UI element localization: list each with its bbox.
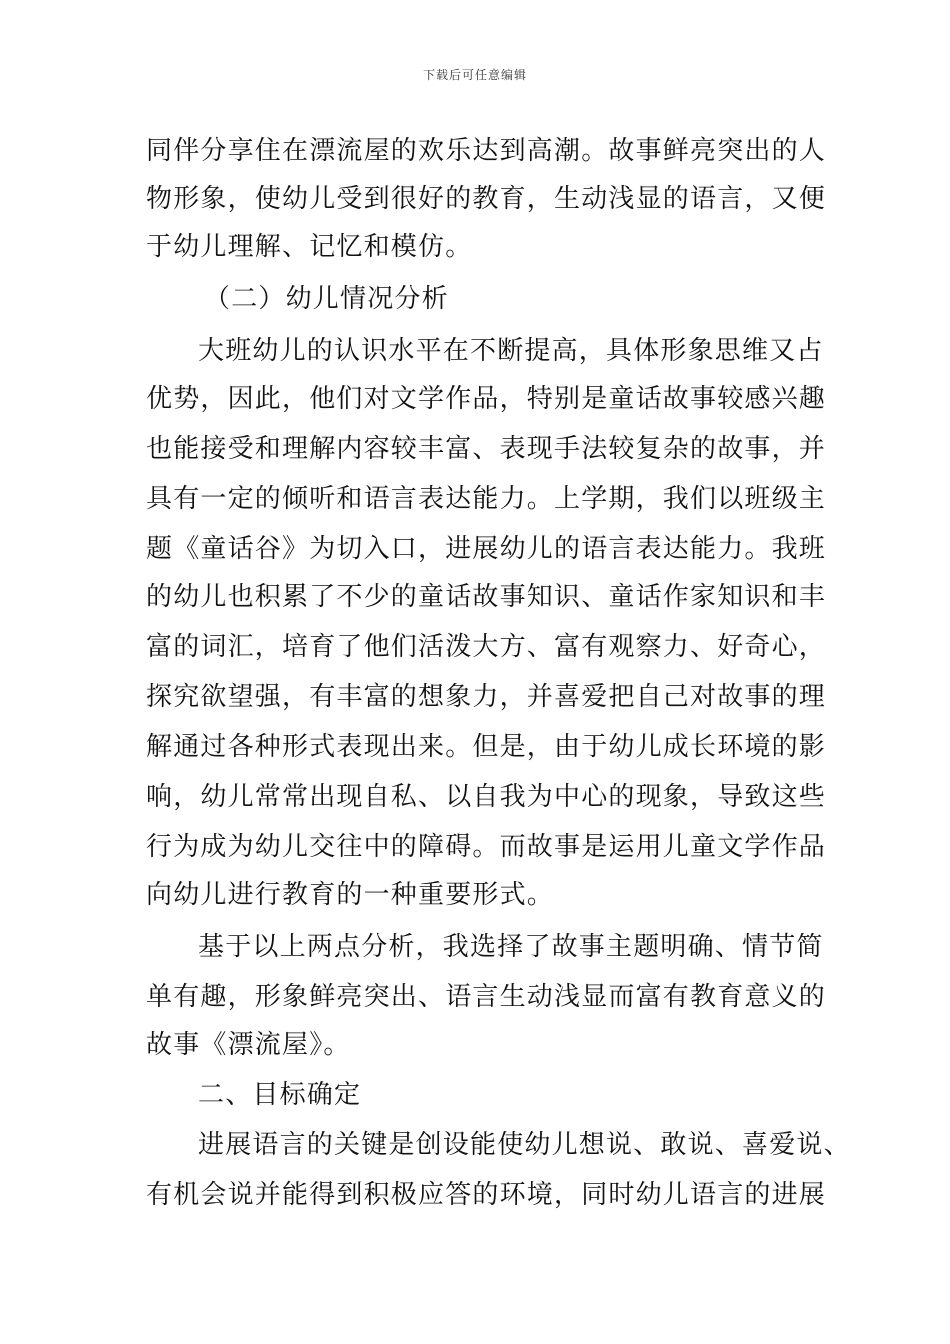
- section-heading: 二、目标确定: [198, 1080, 362, 1110]
- paragraph-line: 同伴分享住在漂流屋的欢乐达到高潮。故事鲜亮突出的人: [146, 136, 827, 166]
- paragraph-line: 富的词汇，培育了他们活泼大方、富有观察力、好奇心，: [146, 632, 827, 662]
- paragraph-line: 探究欲望强，有丰富的想象力，并喜爱把自己对故事的理: [146, 682, 827, 712]
- paragraph-line: 的幼儿也积累了不少的童话故事知识、童话作家知识和丰: [146, 582, 827, 612]
- paragraph-line: 题《童话谷》为切入口，进展幼儿的语言表达能力。我班: [146, 534, 827, 564]
- paragraph-line: 进展语言的关键是创设能使幼儿想说、敢说、喜爱说、: [198, 1130, 851, 1160]
- header-note: 下载后可任意编辑: [422, 68, 527, 82]
- paragraph-line: 故事《漂流屋》。: [146, 1030, 351, 1060]
- paragraph-line: 解通过各种形式表现出来。但是，由于幼儿成长环境的影: [146, 732, 827, 762]
- paragraph-line: 向幼儿进行教育的一种重要形式。: [146, 880, 555, 910]
- paragraph-line: 优势，因此，他们对文学作品，特别是童话故事较感兴趣: [146, 384, 827, 414]
- paragraph-line: 基于以上两点分析，我选择了故事主题明确、情节简: [198, 932, 824, 962]
- paragraph-line: 响，幼儿常常出现自私、以自我为中心的现象，导致这些: [146, 782, 827, 812]
- paragraph-line: 行为成为幼儿交往中的障碍。而故事是运用儿童文学作品: [146, 832, 827, 862]
- paragraph-line: 单有趣，形象鲜亮突出、语言生动浅显而富有教育意义的: [146, 982, 827, 1012]
- paragraph-line: 有机会说并能得到积极应答的环境，同时幼儿语言的进展: [146, 1180, 827, 1210]
- paragraph-line: 大班幼儿的认识水平在不断提高，具体形象思维又占: [198, 336, 824, 366]
- paragraph-line: 具有一定的倾听和语言表达能力。上学期，我们以班级主: [146, 484, 827, 514]
- paragraph-line: 于幼儿理解、记忆和模仿。: [146, 232, 473, 262]
- section-heading: （二）幼儿情况分析: [204, 284, 449, 314]
- paragraph-line: 也能接受和理解内容较丰富、表现手法较复杂的故事，并: [146, 434, 827, 464]
- paragraph-line: 物形象，使幼儿受到很好的教育，生动浅显的语言，又便: [146, 184, 827, 214]
